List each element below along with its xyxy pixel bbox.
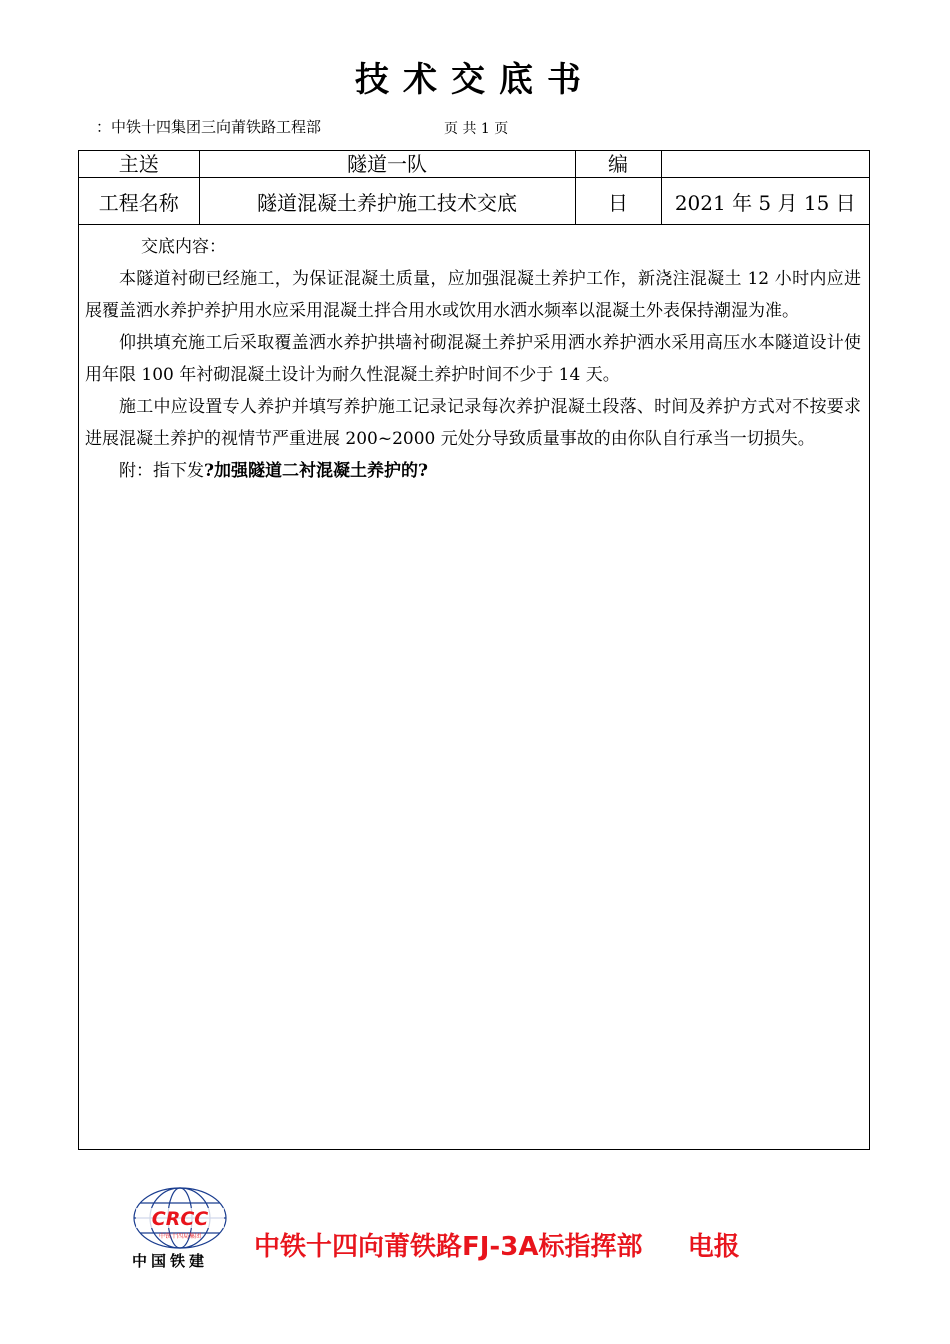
content-paragraph: 施工中应设置专人养护并填写养护施工记录记录每次养护混凝土段落、时间及养护方式对不按要求进展混凝土养护的视情节严重进展 200~2000 元处分导致质量事故的由你队自行承当一切损失。 bbox=[85, 397, 861, 449]
footer-organization: 中铁十四向莆铁路FJ-3A标指挥部 电报 bbox=[254, 1232, 740, 1262]
date-value: 2021 年 5 月 15 日 bbox=[661, 178, 869, 225]
header-table bbox=[79, 151, 869, 225]
content-paragraph: 本隧道衬砌已经施工，为保证混凝土质量，应加强混凝土养护工作，新浇注混凝土 12 小时内应进展覆盖洒水养护养护用水应采用混凝土拌合用水或饮用水洒水频率以混凝土外表保持潮湿为准。 bbox=[85, 269, 861, 321]
disclosure-form bbox=[78, 150, 870, 1150]
logo-subtext: 中铁十四局集团 bbox=[158, 1233, 202, 1240]
attachment-prefix: 附：指下发 bbox=[119, 461, 204, 481]
date-label: 日 bbox=[575, 178, 661, 225]
attachment-title: ?加强隧道二衬混凝土养护的? bbox=[204, 461, 428, 481]
recipient-label: 主送 bbox=[79, 151, 199, 178]
content-paragraph: 仰拱填充施工后采取覆盖洒水养护拱墙衬砌混凝土养护采用洒水养护洒水采用高压水本隧道设计使用年限 100 年衬砌混凝土设计为耐久性混凝土养护时间不少于 14 天。 bbox=[85, 333, 861, 385]
project-name-value: 隧道混凝土养护施工技术交底 bbox=[199, 178, 575, 225]
logo-caption: 中国铁建 bbox=[132, 1252, 209, 1270]
issuing-unit: ：中铁十四集团三向莆铁路工程部 bbox=[96, 118, 322, 136]
content-heading: 交底内容： bbox=[141, 237, 226, 257]
recipient-value: 隧道一队 bbox=[199, 151, 575, 178]
project-name-label: 工程名称 bbox=[79, 178, 199, 225]
header-row-recipient bbox=[79, 151, 869, 178]
header-row-project bbox=[79, 178, 869, 225]
attachment-line bbox=[85, 455, 861, 487]
page-count: 页 共 1 页 bbox=[444, 121, 509, 137]
disclosure-content bbox=[85, 231, 861, 487]
document-title: 技术交底书 bbox=[355, 60, 595, 100]
logo-text: CRCC bbox=[151, 1208, 209, 1230]
serial-label: 编 bbox=[575, 151, 661, 178]
serial-value bbox=[661, 151, 869, 178]
